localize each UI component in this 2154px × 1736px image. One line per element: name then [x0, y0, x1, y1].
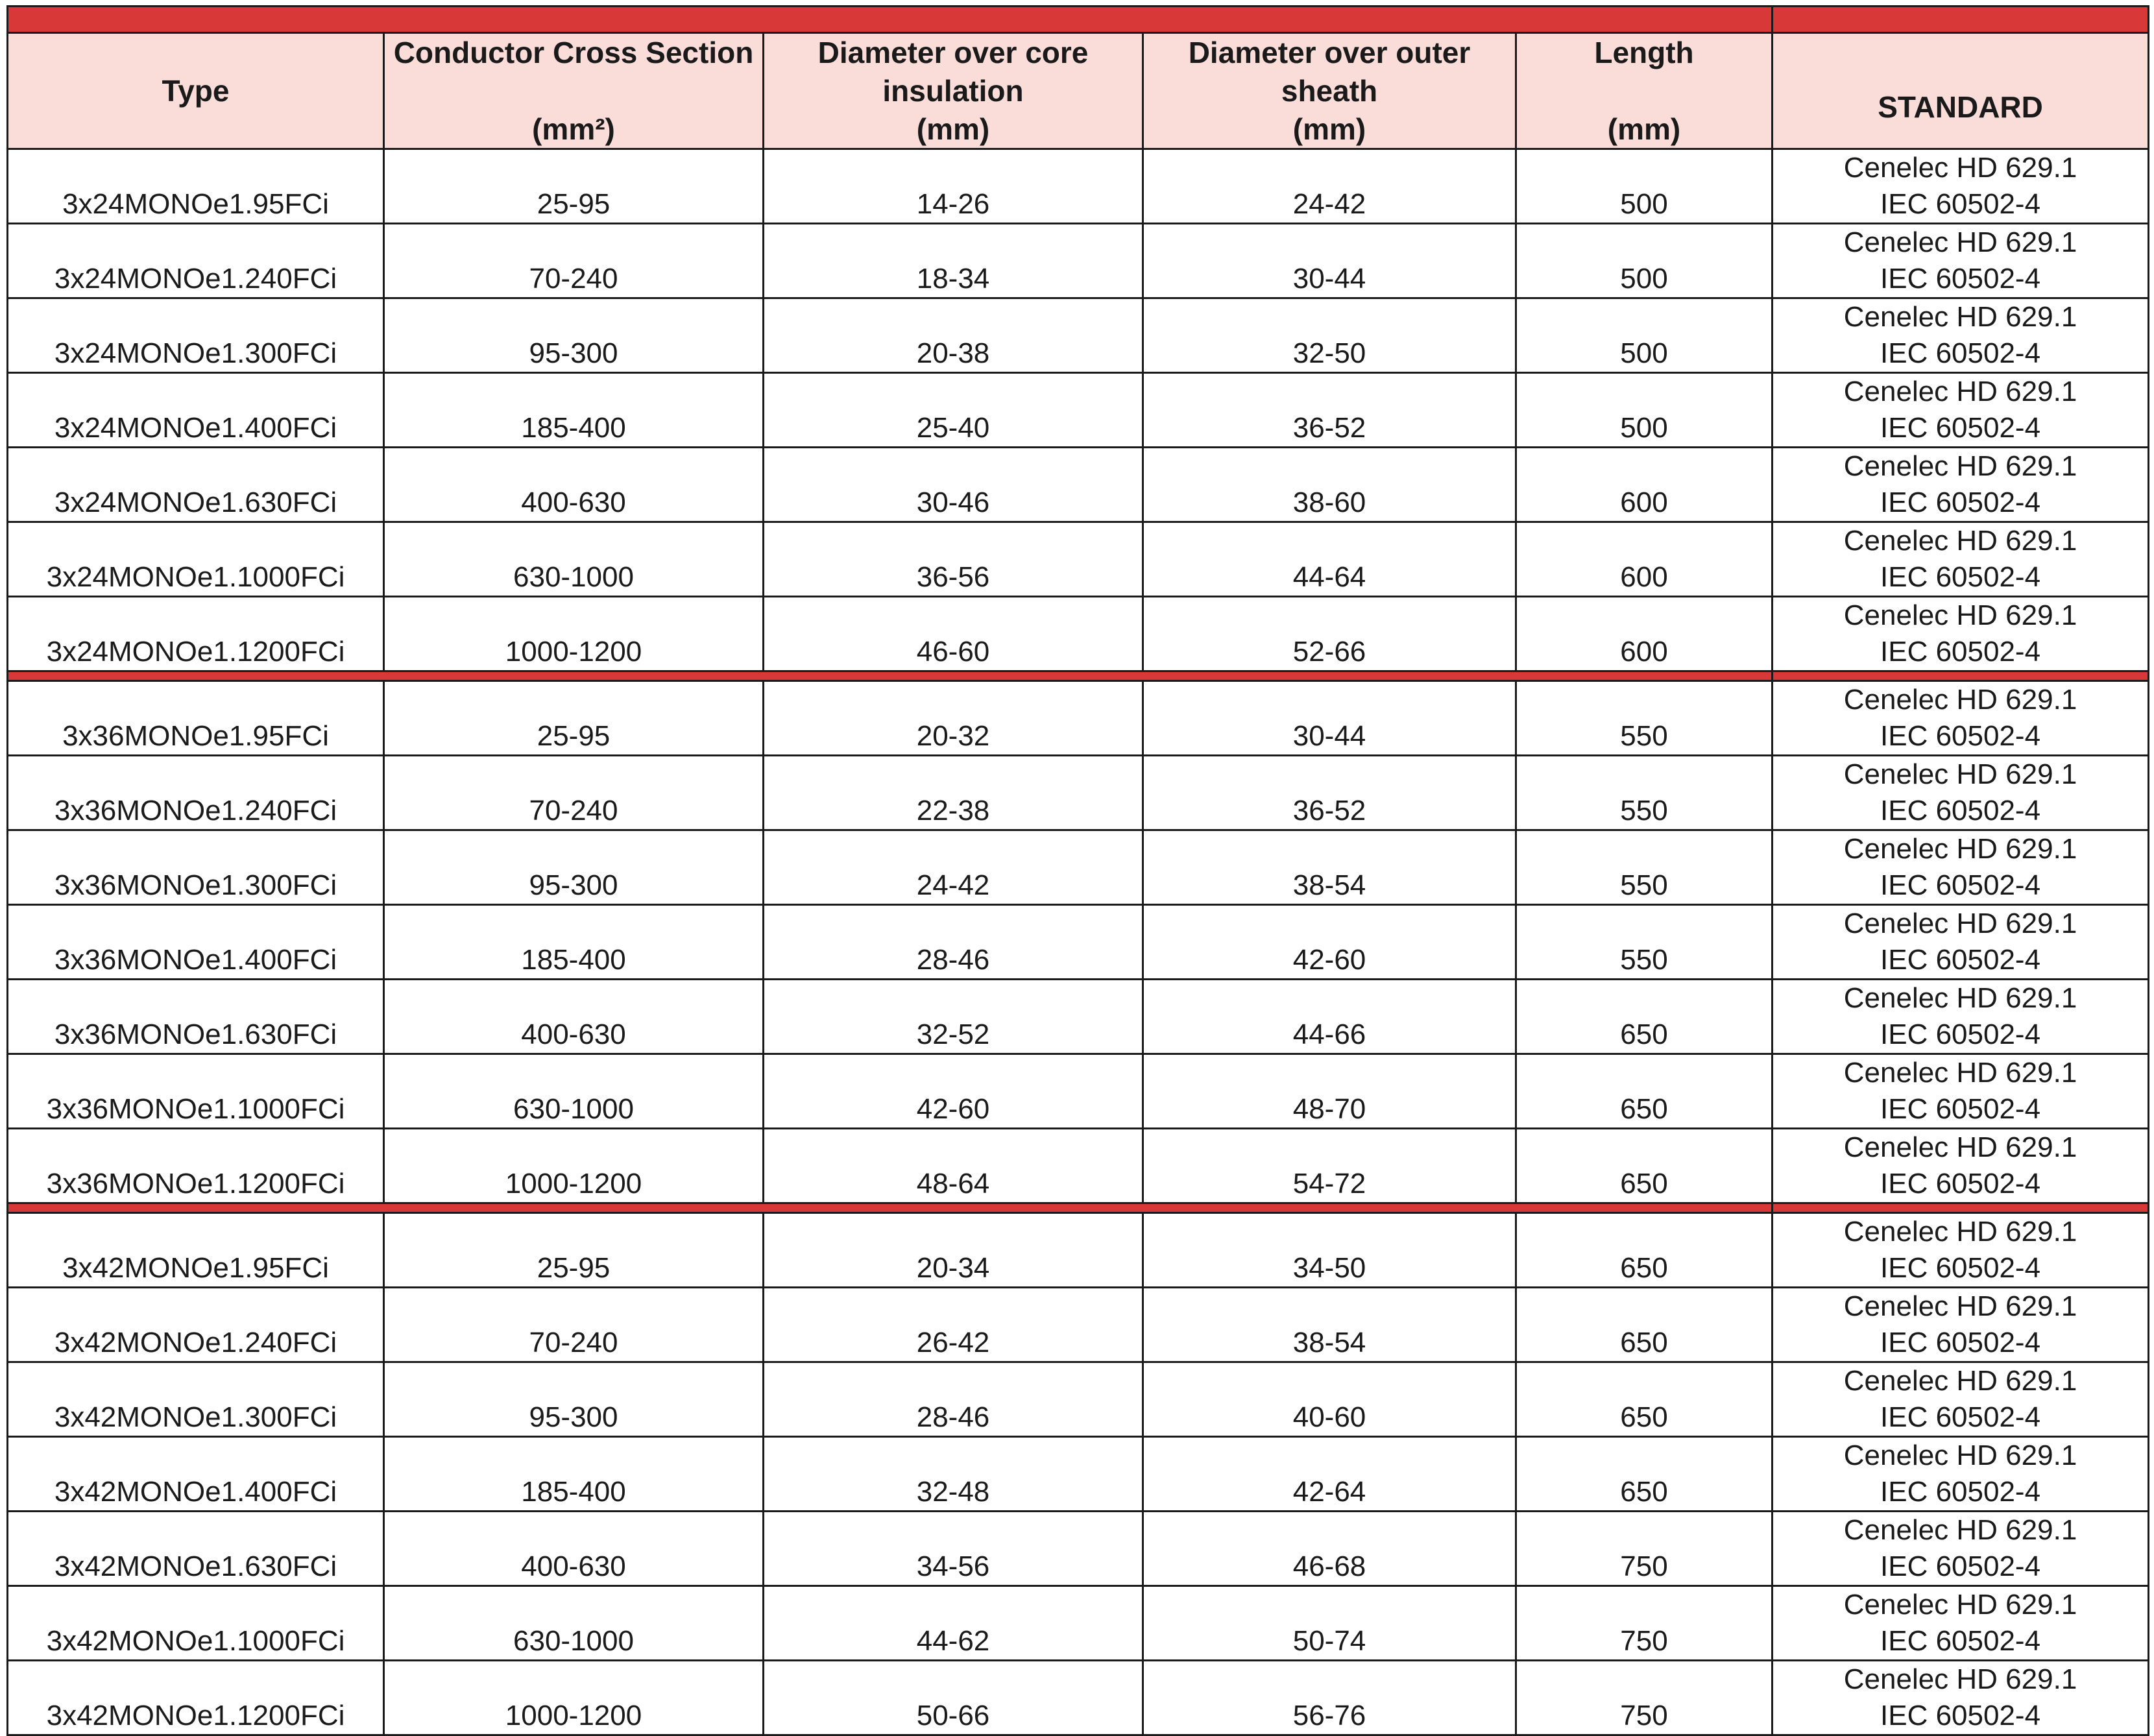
- cross-section-cell: 400-630: [384, 448, 764, 522]
- standard-line-iec: IEC 60502-4: [1880, 795, 2041, 826]
- standard-cell: [1773, 681, 2149, 756]
- standard-line-iec: IEC 60502-4: [1880, 720, 2041, 752]
- standard-cell: [1773, 522, 2149, 597]
- core-insulation-cell: 25-40: [764, 373, 1143, 448]
- outer-sheath-cell: 38-54: [1143, 1288, 1516, 1362]
- outer-sheath-cell: 46-68: [1143, 1512, 1516, 1586]
- length-cell: 750: [1516, 1661, 1773, 1735]
- length-cell: 650: [1516, 980, 1773, 1054]
- top-red-bar: [8, 6, 2149, 33]
- core-insulation-cell: 32-52: [764, 980, 1143, 1054]
- cross-section-cell: 1000-1200: [384, 597, 764, 671]
- length-cell: 550: [1516, 830, 1773, 905]
- cross-section-cell: 25-95: [384, 681, 764, 756]
- type-cell: 3x36MONOe1.400FCi: [8, 905, 384, 980]
- standard-line-cenelec: Cenelec HD 629.1: [1843, 376, 2077, 407]
- header-standard: [1773, 33, 2149, 149]
- cross-section-cell: 70-240: [384, 224, 764, 298]
- type-cell: 3x42MONOe1.95FCi: [8, 1213, 384, 1288]
- standard-line-cenelec: Cenelec HD 629.1: [1843, 908, 2077, 939]
- group-separator-bar-standard: [1773, 1203, 2149, 1213]
- length-cell: 650: [1516, 1288, 1773, 1362]
- cross-section-cell: 185-400: [384, 373, 764, 448]
- standard-cell: [1773, 1288, 2149, 1362]
- standard-line-cenelec: Cenelec HD 629.1: [1843, 833, 2077, 865]
- core-insulation-cell: 28-46: [764, 905, 1143, 980]
- core-insulation-cell: 36-56: [764, 522, 1143, 597]
- standard-line-iec: IEC 60502-4: [1880, 1093, 2041, 1125]
- table-row: [8, 298, 2149, 373]
- outer-sheath-cell: 42-64: [1143, 1437, 1516, 1512]
- cross-section-cell: 1000-1200: [384, 1661, 764, 1735]
- standard-cell: [1773, 1054, 2149, 1129]
- standard-cell: [1773, 1362, 2149, 1437]
- standard-line-iec: IEC 60502-4: [1880, 944, 2041, 976]
- length-cell: 650: [1516, 1129, 1773, 1203]
- table-row: [8, 830, 2149, 905]
- standard-line-iec: IEC 60502-4: [1880, 1476, 2041, 1508]
- core-insulation-cell: 20-32: [764, 681, 1143, 756]
- table-row: [8, 597, 2149, 671]
- table-row: [8, 448, 2149, 522]
- cross-section-cell: 1000-1200: [384, 1129, 764, 1203]
- standard-line-cenelec: Cenelec HD 629.1: [1843, 301, 2077, 333]
- outer-sheath-cell: 40-60: [1143, 1362, 1516, 1437]
- length-cell: 750: [1516, 1512, 1773, 1586]
- header-outer-sheath-line2: sheath: [1281, 74, 1378, 108]
- type-cell: 3x42MONOe1.400FCi: [8, 1437, 384, 1512]
- cross-section-cell: 400-630: [384, 1512, 764, 1586]
- standard-cell: [1773, 1437, 2149, 1512]
- type-cell: 3x42MONOe1.300FCi: [8, 1362, 384, 1437]
- core-insulation-cell: 26-42: [764, 1288, 1143, 1362]
- type-cell: 3x36MONOe1.240FCi: [8, 756, 384, 830]
- outer-sheath-cell: 24-42: [1143, 149, 1516, 224]
- cross-section-cell: 70-240: [384, 1288, 764, 1362]
- header-type-label: Type: [162, 74, 230, 108]
- length-cell: 600: [1516, 448, 1773, 522]
- type-cell: 3x36MONOe1.300FCi: [8, 830, 384, 905]
- outer-sheath-cell: 30-44: [1143, 224, 1516, 298]
- standard-line-cenelec: Cenelec HD 629.1: [1843, 1440, 2077, 1471]
- standard-line-cenelec: Cenelec HD 629.1: [1843, 684, 2077, 716]
- top-red-bar-main: [8, 6, 1773, 33]
- type-cell: 3x42MONOe1.240FCi: [8, 1288, 384, 1362]
- standard-cell: [1773, 224, 2149, 298]
- type-cell: 3x42MONOe1.1200FCi: [8, 1661, 384, 1735]
- cable-spec-table: [6, 5, 2149, 1736]
- outer-sheath-cell: 42-60: [1143, 905, 1516, 980]
- outer-sheath-cell: 34-50: [1143, 1213, 1516, 1288]
- type-cell: 3x24MONOe1.95FCi: [8, 149, 384, 224]
- standard-cell: [1773, 905, 2149, 980]
- standard-line-iec: IEC 60502-4: [1880, 869, 2041, 901]
- outer-sheath-cell: 36-52: [1143, 756, 1516, 830]
- core-insulation-cell: 20-34: [764, 1213, 1143, 1288]
- outer-sheath-cell: 56-76: [1143, 1661, 1516, 1735]
- group-separator-bar: [8, 1203, 1773, 1213]
- cross-section-cell: 185-400: [384, 1437, 764, 1512]
- standard-line-cenelec: Cenelec HD 629.1: [1843, 599, 2077, 631]
- standard-line-cenelec: Cenelec HD 629.1: [1843, 152, 2077, 184]
- table-row: [8, 149, 2149, 224]
- outer-sheath-cell: 54-72: [1143, 1129, 1516, 1203]
- header-length-label: Length: [1594, 36, 1694, 69]
- header-cross-section-unit: (mm²): [532, 112, 615, 146]
- standard-cell: [1773, 373, 2149, 448]
- core-insulation-cell: 18-34: [764, 224, 1143, 298]
- standard-cell: [1773, 1661, 2149, 1735]
- standard-line-iec: IEC 60502-4: [1880, 1327, 2041, 1358]
- type-cell: 3x24MONOe1.630FCi: [8, 448, 384, 522]
- standard-line-cenelec: Cenelec HD 629.1: [1843, 1057, 2077, 1089]
- length-cell: 500: [1516, 298, 1773, 373]
- header-outer-sheath-line1: Diameter over outer: [1188, 36, 1471, 69]
- standard-line-iec: IEC 60502-4: [1880, 337, 2041, 369]
- table-row: [8, 224, 2149, 298]
- header-type: [8, 33, 384, 149]
- length-cell: 550: [1516, 681, 1773, 756]
- core-insulation-cell: 28-46: [764, 1362, 1143, 1437]
- header-core-insulation-line1: Diameter over core: [817, 36, 1089, 69]
- table-row: [8, 1362, 2149, 1437]
- table-row: [8, 522, 2149, 597]
- length-cell: 600: [1516, 522, 1773, 597]
- type-cell: 3x42MONOe1.630FCi: [8, 1512, 384, 1586]
- standard-line-iec: IEC 60502-4: [1880, 188, 2041, 220]
- standard-line-iec: IEC 60502-4: [1880, 412, 2041, 444]
- type-cell: 3x24MONOe1.400FCi: [8, 373, 384, 448]
- core-insulation-cell: 48-64: [764, 1129, 1143, 1203]
- standard-cell: [1773, 597, 2149, 671]
- table-row: [8, 1661, 2149, 1735]
- standard-cell: [1773, 149, 2149, 224]
- core-insulation-cell: 42-60: [764, 1054, 1143, 1129]
- header-core-insulation-unit: (mm): [916, 112, 990, 146]
- core-insulation-cell: 24-42: [764, 830, 1143, 905]
- core-insulation-cell: 32-48: [764, 1437, 1143, 1512]
- group-separator: [8, 671, 2149, 681]
- type-cell: 3x36MONOe1.1000FCi: [8, 1054, 384, 1129]
- standard-cell: [1773, 298, 2149, 373]
- header-cross-section: [384, 33, 764, 149]
- standard-cell: [1773, 1213, 2149, 1288]
- core-insulation-cell: 34-56: [764, 1512, 1143, 1586]
- table-row: [8, 1288, 2149, 1362]
- core-insulation-cell: 30-46: [764, 448, 1143, 522]
- cross-section-cell: 95-300: [384, 1362, 764, 1437]
- core-insulation-cell: 14-26: [764, 149, 1143, 224]
- cross-section-cell: 95-300: [384, 830, 764, 905]
- length-cell: 650: [1516, 1362, 1773, 1437]
- standard-cell: [1773, 830, 2149, 905]
- outer-sheath-cell: 38-54: [1143, 830, 1516, 905]
- top-red-bar-standard: [1773, 6, 2149, 33]
- standard-line-iec: IEC 60502-4: [1880, 1550, 2041, 1582]
- type-cell: 3x24MONOe1.1200FCi: [8, 597, 384, 671]
- cross-section-cell: 630-1000: [384, 1586, 764, 1661]
- header-core-insulation-line2: insulation: [882, 74, 1024, 108]
- standard-line-iec: IEC 60502-4: [1880, 263, 2041, 295]
- header-core-insulation: [764, 33, 1143, 149]
- length-cell: 650: [1516, 1054, 1773, 1129]
- standard-line-cenelec: Cenelec HD 629.1: [1843, 525, 2077, 557]
- table-row: [8, 756, 2149, 830]
- table-row: [8, 1586, 2149, 1661]
- standard-line-iec: IEC 60502-4: [1880, 1019, 2041, 1050]
- standard-line-iec: IEC 60502-4: [1880, 561, 2041, 593]
- table-row: [8, 905, 2149, 980]
- header-outer-sheath: [1143, 33, 1516, 149]
- standard-line-iec: IEC 60502-4: [1880, 1252, 2041, 1284]
- length-cell: 600: [1516, 597, 1773, 671]
- type-cell: 3x36MONOe1.1200FCi: [8, 1129, 384, 1203]
- group-separator-bar-standard: [1773, 671, 2149, 681]
- cross-section-cell: 25-95: [384, 1213, 764, 1288]
- length-cell: 650: [1516, 1437, 1773, 1512]
- standard-cell: [1773, 1512, 2149, 1586]
- outer-sheath-cell: 32-50: [1143, 298, 1516, 373]
- table-body: [8, 149, 2149, 1735]
- standard-line-cenelec: Cenelec HD 629.1: [1843, 1663, 2077, 1695]
- outer-sheath-cell: 44-64: [1143, 522, 1516, 597]
- type-cell: 3x42MONOe1.1000FCi: [8, 1586, 384, 1661]
- standard-cell: [1773, 980, 2149, 1054]
- cross-section-cell: 185-400: [384, 905, 764, 980]
- header-length-unit: (mm): [1607, 112, 1681, 146]
- header-length: [1516, 33, 1773, 149]
- standard-line-cenelec: Cenelec HD 629.1: [1843, 1365, 2077, 1397]
- length-cell: 750: [1516, 1586, 1773, 1661]
- table-row: [8, 373, 2149, 448]
- standard-line-cenelec: Cenelec HD 629.1: [1843, 1514, 2077, 1546]
- length-cell: 650: [1516, 1213, 1773, 1288]
- standard-line-cenelec: Cenelec HD 629.1: [1843, 226, 2077, 258]
- core-insulation-cell: 50-66: [764, 1661, 1143, 1735]
- standard-line-cenelec: Cenelec HD 629.1: [1843, 982, 2077, 1014]
- outer-sheath-cell: 36-52: [1143, 373, 1516, 448]
- outer-sheath-cell: 50-74: [1143, 1586, 1516, 1661]
- standard-line-cenelec: Cenelec HD 629.1: [1843, 1216, 2077, 1248]
- standard-line-cenelec: Cenelec HD 629.1: [1843, 450, 2077, 482]
- table-row: [8, 681, 2149, 756]
- header-cross-section-label: Conductor Cross Section: [393, 36, 754, 69]
- length-cell: 500: [1516, 149, 1773, 224]
- group-separator-bar: [8, 671, 1773, 681]
- standard-line-iec: IEC 60502-4: [1880, 1168, 2041, 1200]
- standard-line-cenelec: Cenelec HD 629.1: [1843, 758, 2077, 790]
- core-insulation-cell: 20-38: [764, 298, 1143, 373]
- outer-sheath-cell: 44-66: [1143, 980, 1516, 1054]
- cross-section-cell: 95-300: [384, 298, 764, 373]
- outer-sheath-cell: 48-70: [1143, 1054, 1516, 1129]
- type-cell: 3x24MONOe1.1000FCi: [8, 522, 384, 597]
- standard-line-cenelec: Cenelec HD 629.1: [1843, 1589, 2077, 1621]
- standard-line-iec: IEC 60502-4: [1880, 1625, 2041, 1657]
- core-insulation-cell: 46-60: [764, 597, 1143, 671]
- standard-line-cenelec: Cenelec HD 629.1: [1843, 1290, 2077, 1322]
- standard-line-iec: IEC 60502-4: [1880, 1700, 2041, 1731]
- standard-cell: [1773, 1586, 2149, 1661]
- header-row: [8, 33, 2149, 149]
- standard-cell: [1773, 1129, 2149, 1203]
- table-row: [8, 1437, 2149, 1512]
- cross-section-cell: 630-1000: [384, 522, 764, 597]
- table-row: [8, 1054, 2149, 1129]
- type-cell: 3x24MONOe1.300FCi: [8, 298, 384, 373]
- type-cell: 3x36MONOe1.95FCi: [8, 681, 384, 756]
- core-insulation-cell: 22-38: [764, 756, 1143, 830]
- length-cell: 550: [1516, 905, 1773, 980]
- outer-sheath-cell: 38-60: [1143, 448, 1516, 522]
- standard-cell: [1773, 448, 2149, 522]
- header-outer-sheath-unit: (mm): [1292, 112, 1366, 146]
- length-cell: 500: [1516, 224, 1773, 298]
- standard-cell: [1773, 756, 2149, 830]
- standard-line-iec: IEC 60502-4: [1880, 487, 2041, 518]
- header-standard-label: STANDARD: [1878, 90, 2043, 124]
- cross-section-cell: 25-95: [384, 149, 764, 224]
- cross-section-cell: 400-630: [384, 980, 764, 1054]
- table-row: [8, 1129, 2149, 1203]
- standard-line-iec: IEC 60502-4: [1880, 1401, 2041, 1433]
- length-cell: 500: [1516, 373, 1773, 448]
- core-insulation-cell: 44-62: [764, 1586, 1143, 1661]
- table-row: [8, 980, 2149, 1054]
- table-row: [8, 1512, 2149, 1586]
- group-separator: [8, 1203, 2149, 1213]
- outer-sheath-cell: 30-44: [1143, 681, 1516, 756]
- type-cell: 3x36MONOe1.630FCi: [8, 980, 384, 1054]
- length-cell: 550: [1516, 756, 1773, 830]
- table-row: [8, 1213, 2149, 1288]
- cross-section-cell: 630-1000: [384, 1054, 764, 1129]
- type-cell: 3x24MONOe1.240FCi: [8, 224, 384, 298]
- cross-section-cell: 70-240: [384, 756, 764, 830]
- outer-sheath-cell: 52-66: [1143, 597, 1516, 671]
- standard-line-iec: IEC 60502-4: [1880, 636, 2041, 668]
- standard-line-cenelec: Cenelec HD 629.1: [1843, 1131, 2077, 1163]
